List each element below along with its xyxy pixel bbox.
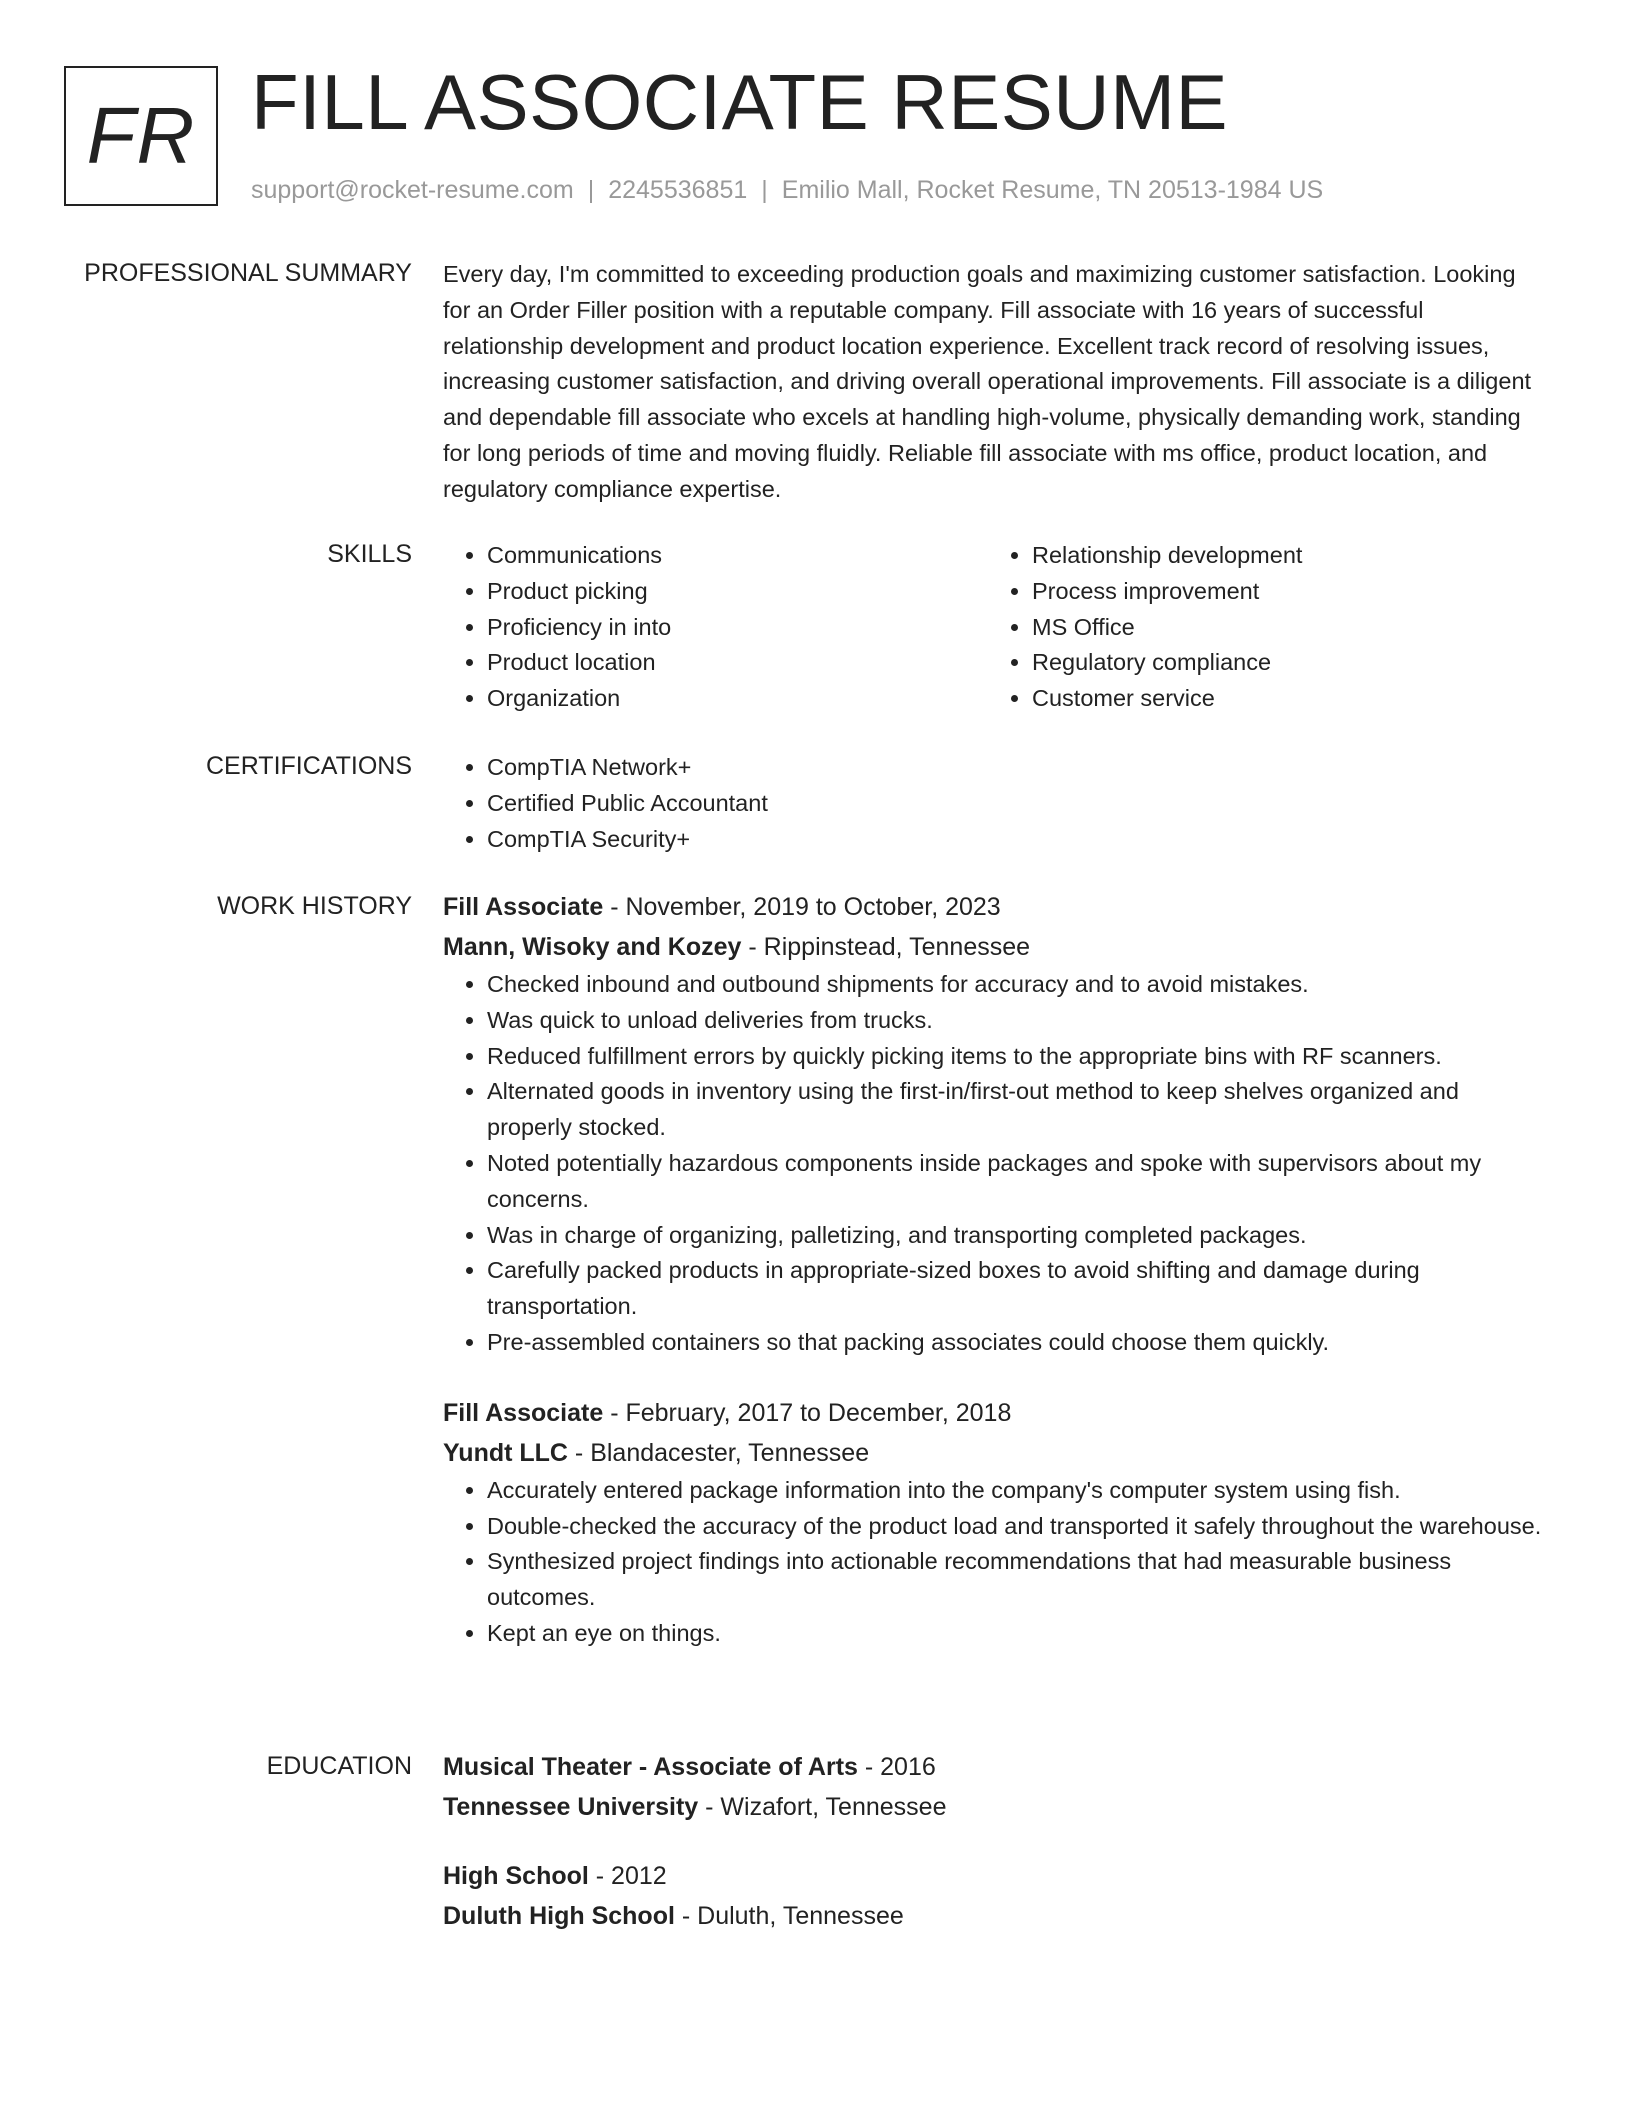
skill-item: • Proficiency in into (487, 610, 988, 646)
work-history-body (443, 887, 1543, 1652)
degree-year: - 2012 (588, 1862, 667, 1890)
skills-heading: SKILLS (327, 540, 412, 568)
job-bullet: • Carefully packed products in appropriate-sized boxes to avoid shifting and damage during transportation. (487, 1253, 1543, 1325)
school-line (443, 1896, 1543, 1936)
degree-year: - 2016 (857, 1753, 936, 1781)
job-bullet: • Kept an eye on things. (487, 1616, 1543, 1652)
certifications-heading: CERTIFICATIONS (205, 752, 412, 780)
work-history-heading: WORK HISTORY (217, 892, 412, 920)
school-line (443, 1787, 1543, 1827)
monogram-logo: FR (64, 66, 218, 206)
education-entry (443, 1856, 1543, 1936)
skills-column-left (443, 538, 988, 717)
job-bullet: • Checked inbound and outbound shipments for accuracy and to avoid mistakes. (487, 967, 1543, 1003)
job-bullet-list (443, 1473, 1543, 1652)
company-location: - Rippinstead, Tennessee (741, 933, 1031, 961)
degree-line (443, 1856, 1543, 1896)
skill-item: • MS Office (1032, 610, 1533, 646)
job-bullet: • Was quick to unload deliveries from trucks. (487, 1003, 1543, 1039)
summary-text: Every day, I'm committed to exceeding production goals and maximizing customer satisfaction. Looking for an Order Filler position with a reputable company. Fill associate with 16 years of successful relationship development and product location experience. Excellent track record of resolving issues, increasing customer satisfaction, and driving overall operational improvements. Fill associate is a diligent and dependable fill associate who excels at handling high-volume, physically demanding work, standing for long periods of time and moving fluidly. Reliable fill associate with ms office, product location, and regulatory compliance expertise. (443, 261, 1532, 502)
certifications-body (443, 750, 1543, 857)
job-dates: - November, 2019 to October, 2023 (603, 893, 1001, 921)
school-location: - Duluth, Tennessee (674, 1902, 904, 1930)
job-bullet: • Alternated goods in inventory using the first-in/first-out method to keep shelves organized and properly stocked. (487, 1074, 1543, 1146)
job-bullet: • Reduced fulfillment errors by quickly picking items to the appropriate bins with RF scanners. (487, 1039, 1543, 1075)
job-dates: - February, 2017 to December, 2018 (603, 1398, 1012, 1427)
contact-line (251, 174, 1323, 207)
job-title-line (443, 887, 1543, 927)
job-bullet: • Noted potentially hazardous components inside packages and spoke with supervisors about my concerns. (487, 1146, 1543, 1218)
skill-item: • Organization (487, 681, 988, 717)
contact-address: Emilio Mall, Rocket Resume, TN 20513-1984 US (781, 176, 1324, 204)
company-location: - Blandacester, Tennessee (567, 1438, 870, 1467)
contact-email: support@rocket-resume.com (251, 176, 574, 204)
certification-item: • Certified Public Accountant (487, 786, 1543, 822)
skill-item: • Product picking (487, 574, 988, 610)
job-bullet: • Synthesized project findings into actionable recommendations that had measurable business outcomes. (487, 1544, 1543, 1616)
job-bullet: • Was in charge of organizing, palletizing, and transporting completed packages. (487, 1218, 1543, 1254)
job-title: Fill Associate (443, 893, 604, 921)
school-name: Tennessee University (443, 1793, 699, 1821)
contact-phone: 2245536851 (608, 176, 748, 204)
skill-item: • Product location (487, 645, 988, 681)
skills-grid (443, 538, 1543, 717)
degree-name: High School (443, 1862, 589, 1890)
education-heading: EDUCATION (266, 1752, 412, 1780)
skills-column-right (988, 538, 1533, 717)
company-line (443, 1433, 1543, 1473)
degree-line (443, 1747, 1543, 1787)
summary-body (443, 257, 1543, 508)
resume-title: FILL ASSOCIATE RESUME (251, 58, 1229, 146)
job-title-line (443, 1393, 1543, 1433)
company-name: Mann, Wisoky and Kozey (443, 933, 742, 961)
skill-item: • Process improvement (1032, 574, 1533, 610)
company-line (443, 927, 1543, 967)
summary-heading: PROFESSIONAL SUMMARY (84, 259, 412, 287)
skill-item: • Customer service (1032, 681, 1533, 717)
skill-item: • Communications (487, 538, 988, 574)
education-body (443, 1747, 1543, 1936)
degree-name: Musical Theater - Associate of Arts (443, 1753, 858, 1781)
certification-item: • CompTIA Security+ (487, 822, 1543, 858)
job-title: Fill Associate (443, 1398, 604, 1427)
company-name: Yundt LLC (443, 1438, 568, 1467)
certification-item: • CompTIA Network+ (487, 750, 1543, 786)
job-bullet-list (443, 967, 1543, 1361)
job-entry (443, 887, 1543, 1361)
contact-separator: | (587, 176, 595, 204)
education-entry (443, 1747, 1543, 1827)
job-bullet: • Pre-assembled containers so that packing associates could choose them quickly. (487, 1325, 1543, 1361)
contact-separator: | (761, 176, 768, 204)
job-entry (443, 1393, 1543, 1652)
job-bullet: • Accurately entered package information into the company's computer system using fish. (487, 1473, 1543, 1509)
skill-item: • Relationship development (1032, 538, 1533, 574)
school-location: - Wizafort, Tennessee (698, 1793, 947, 1821)
skills-body (443, 538, 1543, 717)
skill-item: • Regulatory compliance (1032, 645, 1533, 681)
job-bullet: • Double-checked the accuracy of the product load and transported it safely throughout the warehouse. (487, 1509, 1543, 1545)
school-name: Duluth High School (443, 1902, 675, 1930)
